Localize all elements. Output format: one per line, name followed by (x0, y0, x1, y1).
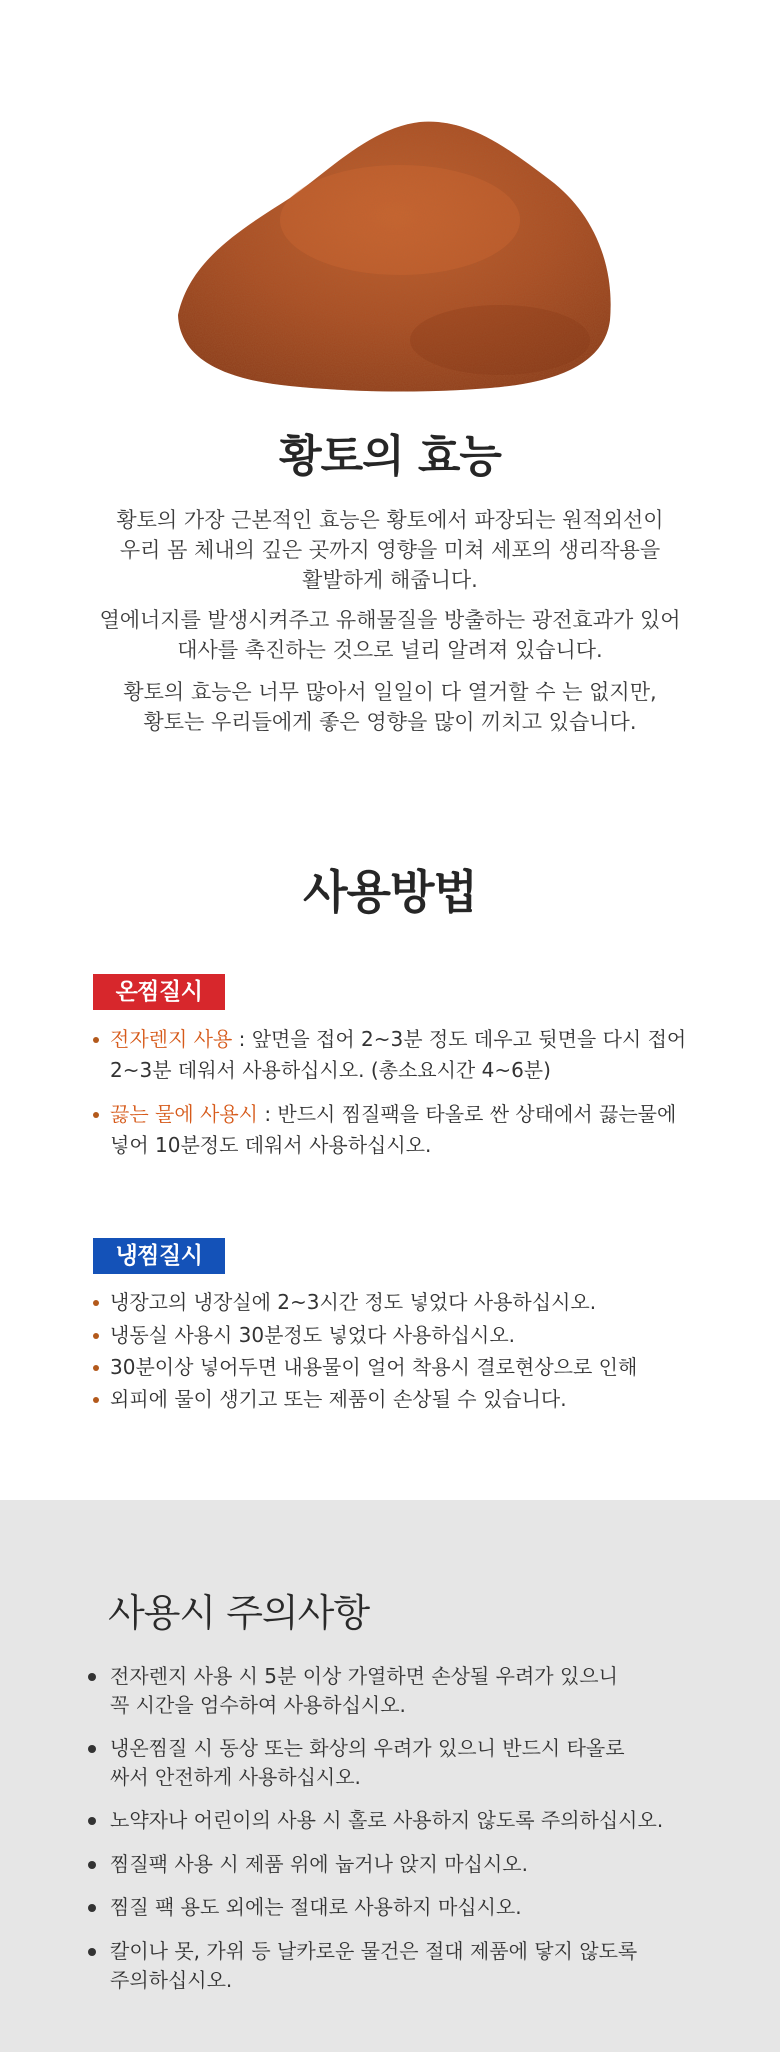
cold-usage-item (93, 1384, 733, 1415)
hot-usage-item (93, 1024, 733, 1086)
cold-usage-text: 30분이상 넣어두면 내용물이 얼어 착용시 결로현상으로 인해 (110, 1355, 638, 1379)
text-line: 우리 몸 체내의 깊은 곳까지 영향을 미쳐 세포의 생리작용을 (119, 538, 661, 562)
bullet-dot-icon (88, 1904, 96, 1912)
cold-usage-text: 냉장고의 냉장실에 2~3시간 정도 넣었다 사용하십시오. (110, 1290, 597, 1314)
caution-item (88, 1662, 728, 1720)
hot-usage-line1: : 앞면을 접어 2~3분 정도 데우고 뒷면을 다시 접어 (232, 1027, 687, 1051)
cold-usage-text: 냉동실 사용시 30분정도 넣었다 사용하십시오. (110, 1323, 515, 1347)
caution-item (88, 1850, 728, 1879)
caution-text (88, 1662, 728, 1720)
bullet-dot-icon (93, 1112, 99, 1118)
cold-pack-badge: 냉찜질시 (93, 1238, 225, 1274)
text-line: 냉온찜질 시 동상 또는 화상의 우려가 있으니 반드시 타올로 (110, 1736, 625, 1760)
caution-item (88, 1734, 728, 1792)
bullet-dot-icon (88, 1673, 96, 1681)
hot-usage-line1: : 반드시 찜질팩을 타올로 싼 상태에서 끓는물에 (257, 1102, 677, 1126)
bullet-dot-icon (93, 1397, 99, 1403)
caution-text (88, 1734, 728, 1792)
cold-usage-item (93, 1320, 733, 1351)
hot-usage-item (93, 1099, 733, 1161)
caution-item (88, 1893, 728, 1922)
text-line: 싸서 안전하게 사용하십시오. (110, 1765, 361, 1789)
text-line: 주의하십시오. (110, 1968, 233, 1992)
text-line: 황토의 효능은 너무 많아서 일일이 다 열거할 수 는 없지만, (123, 680, 657, 704)
cold-usage-item (93, 1287, 733, 1318)
hot-pack-badge: 온찜질시 (93, 974, 225, 1010)
bullet-dot-icon (88, 1817, 96, 1825)
benefits-paragraph-2 (0, 605, 780, 665)
text-line: 황토는 우리들에게 좋은 영향을 많이 끼치고 있습니다. (143, 710, 637, 734)
bullet-dot-icon (93, 1333, 99, 1339)
caution-item (88, 1806, 728, 1835)
red-clay-powder-image (170, 110, 620, 410)
hot-usage-line2: 넣어 10분정도 데워서 사용하십시오. (110, 1133, 432, 1157)
usage-title: 사용방법 (303, 865, 477, 919)
caution-section (0, 1500, 780, 2052)
text-line: 꼭 시간을 엄수하여 사용하십시오. (110, 1693, 406, 1717)
bullet-dot-icon (88, 1861, 96, 1869)
text-line: 전자렌지 사용 시 5분 이상 가열하면 손상될 우려가 있으니 (110, 1664, 618, 1688)
hot-usage-line2: 2~3분 데워서 사용하십시오. (총소요시간 4~6분) (110, 1058, 551, 1082)
benefits-paragraph-1 (0, 505, 780, 595)
hot-usage-highlight: 끓는 물에 사용시 (110, 1102, 258, 1126)
bullet-dot-icon (93, 1365, 99, 1371)
text-line: 활발하게 해줍니다. (302, 568, 478, 592)
text-line: 열에너지를 발생시켜주고 유해물질을 방출하는 광전효과가 있어 (99, 608, 681, 632)
caution-text: 찜질팩 사용 시 제품 위에 눕거나 앉지 마십시오. (110, 1852, 528, 1876)
benefits-title: 황토의 효능 (279, 431, 501, 482)
hot-usage-text (93, 1024, 733, 1086)
benefits-paragraph-3 (0, 677, 780, 737)
hot-usage-text (93, 1099, 733, 1161)
text-line: 대사를 촉진하는 것으로 널리 알려져 있습니다. (177, 638, 603, 662)
cold-usage-text: 외피에 물이 생기고 또는 제품이 손상될 수 있습니다. (110, 1387, 567, 1411)
caution-text: 찜질 팩 용도 외에는 절대로 사용하지 마십시오. (110, 1895, 522, 1919)
text-line: 칼이나 못, 가위 등 날카로운 물건은 절대 제품에 닿지 않도록 (110, 1939, 638, 1963)
cold-usage-item (93, 1352, 733, 1383)
bullet-dot-icon (88, 1745, 96, 1753)
caution-text (88, 1937, 728, 1995)
hot-usage-highlight: 전자렌지 사용 (110, 1027, 233, 1051)
caution-text: 노약자나 어린이의 사용 시 홀로 사용하지 않도록 주의하십시오. (110, 1808, 664, 1832)
text-line: 황토의 가장 근본적인 효능은 황토에서 파장되는 원적외선이 (116, 508, 664, 532)
bullet-dot-icon (93, 1300, 99, 1306)
bullet-dot-icon (93, 1037, 99, 1043)
bullet-dot-icon (88, 1948, 96, 1956)
caution-item (88, 1937, 728, 1995)
caution-title: 사용시 주의사항 (108, 1591, 370, 1635)
